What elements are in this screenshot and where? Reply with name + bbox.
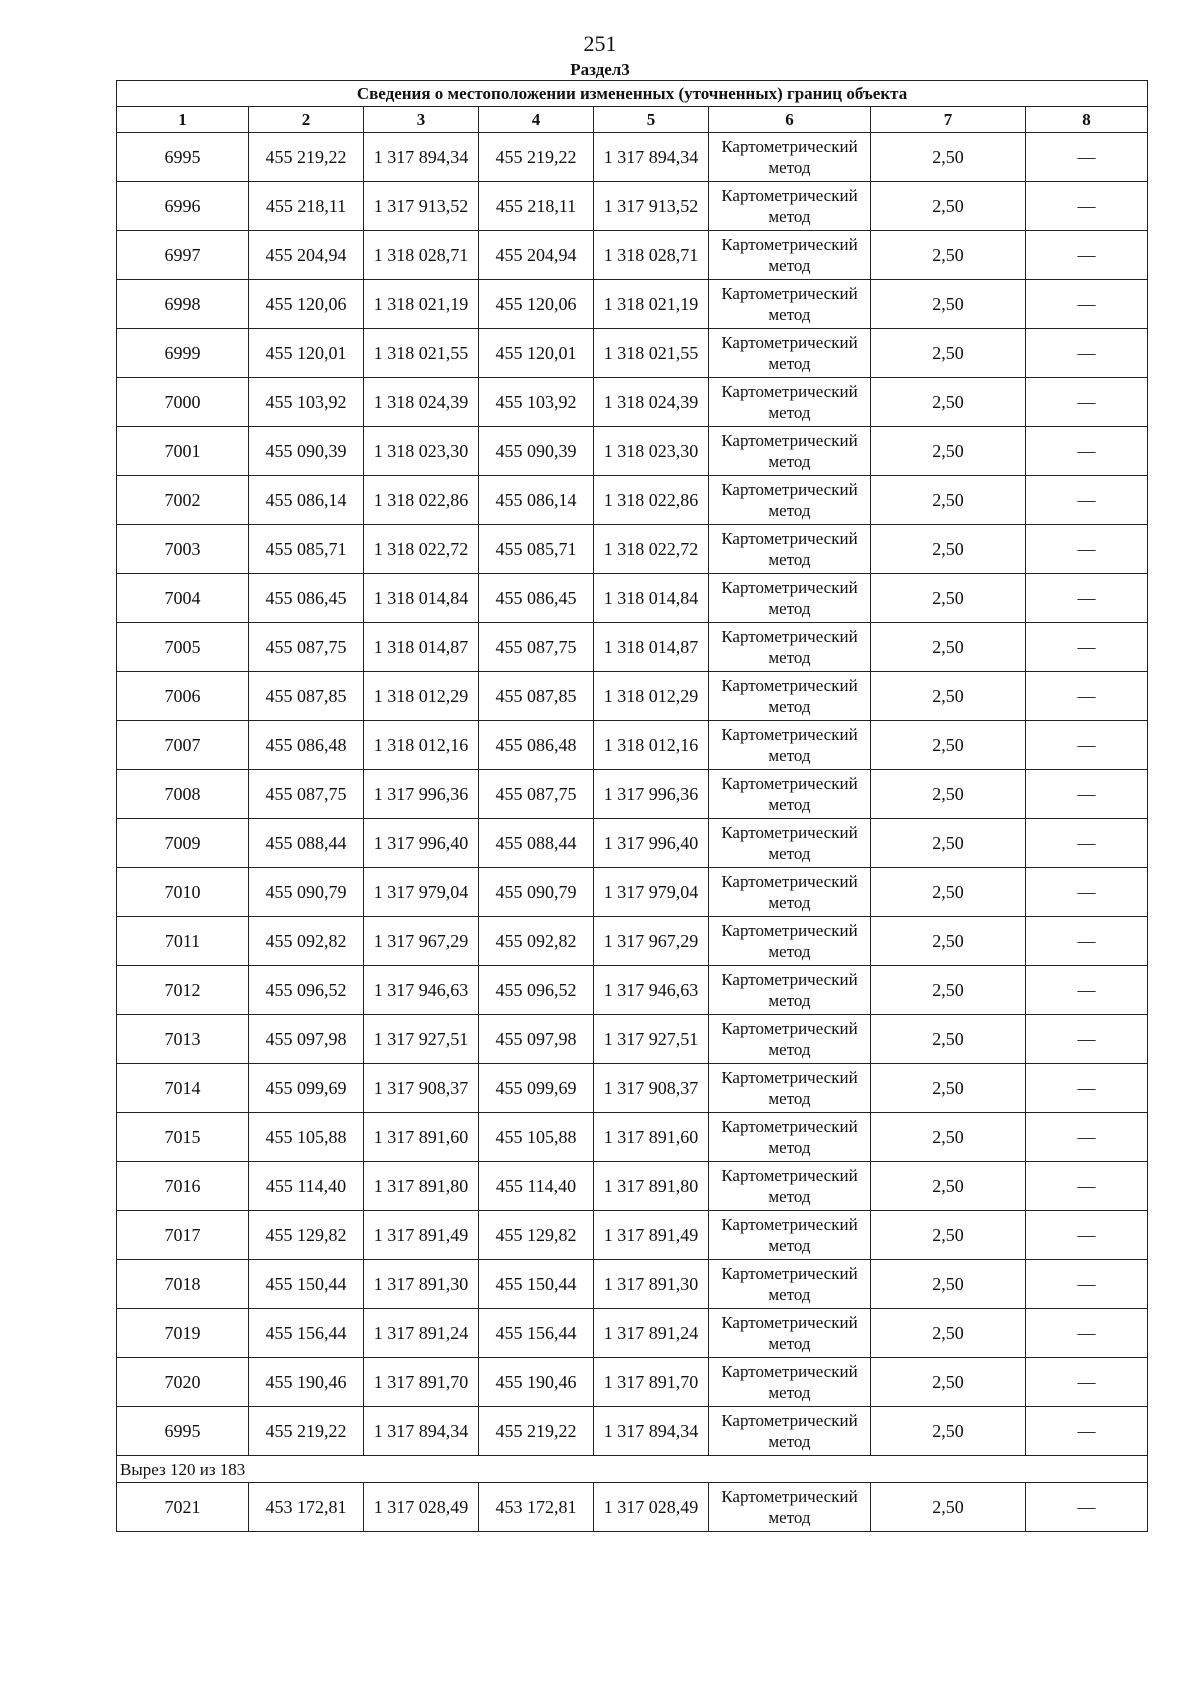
y-old-cell: 1 318 012,16 [364,721,479,770]
accuracy-cell: 2,50 [871,525,1026,574]
x-old-cell: 455 087,75 [249,623,364,672]
description-cell: — [1026,1162,1148,1211]
description-cell: — [1026,574,1148,623]
x-new-cell: 455 087,85 [479,672,594,721]
determination-method-cell: Картометрический метод [709,672,871,721]
determination-method-cell: Картометрический метод [709,868,871,917]
table-row [117,1309,1148,1358]
x-old-cell: 455 156,44 [249,1309,364,1358]
y-old-cell: 1 317 891,24 [364,1309,479,1358]
description-cell: — [1026,672,1148,721]
description-cell: — [1026,378,1148,427]
column-number: 1 [117,107,249,133]
point-number-cell: 7006 [117,672,249,721]
point-number-cell: 7000 [117,378,249,427]
x-new-cell: 455 086,45 [479,574,594,623]
x-old-cell: 455 097,98 [249,1015,364,1064]
x-new-cell: 455 087,75 [479,770,594,819]
accuracy-cell: 2,50 [871,280,1026,329]
x-old-cell: 455 096,52 [249,966,364,1015]
description-cell: — [1026,280,1148,329]
x-new-cell: 455 090,79 [479,868,594,917]
x-old-cell: 455 204,94 [249,231,364,280]
accuracy-cell: 2,50 [871,1015,1026,1064]
y-old-cell: 1 317 891,80 [364,1162,479,1211]
table-caption-row [117,81,1148,107]
point-number-cell: 7011 [117,917,249,966]
description-cell: — [1026,525,1148,574]
x-new-cell: 453 172,81 [479,1483,594,1532]
y-new-cell: 1 317 891,24 [594,1309,709,1358]
x-old-cell: 455 088,44 [249,819,364,868]
y-new-cell: 1 317 891,30 [594,1260,709,1309]
column-number: 2 [249,107,364,133]
determination-method-cell: Картометрический метод [709,623,871,672]
x-new-cell: 455 218,11 [479,182,594,231]
determination-method-cell: Картометрический метод [709,1015,871,1064]
y-new-cell: 1 318 024,39 [594,378,709,427]
y-old-cell: 1 318 022,86 [364,476,479,525]
y-new-cell: 1 318 021,55 [594,329,709,378]
x-new-cell: 455 103,92 [479,378,594,427]
y-old-cell: 1 317 891,60 [364,1113,479,1162]
description-cell: — [1026,819,1148,868]
x-new-cell: 455 190,46 [479,1358,594,1407]
y-old-cell: 1 318 022,72 [364,525,479,574]
x-old-cell: 455 105,88 [249,1113,364,1162]
y-new-cell: 1 317 891,49 [594,1211,709,1260]
point-number-cell: 7021 [117,1483,249,1532]
x-new-cell: 455 204,94 [479,231,594,280]
table-row [117,623,1148,672]
accuracy-cell: 2,50 [871,721,1026,770]
y-old-cell: 1 318 021,19 [364,280,479,329]
point-number-cell: 7020 [117,1358,249,1407]
x-old-cell: 455 219,22 [249,1407,364,1456]
y-new-cell: 1 317 891,60 [594,1113,709,1162]
table-row [117,1358,1148,1407]
determination-method-cell: Картометрический метод [709,1113,871,1162]
table-row [117,672,1148,721]
accuracy-cell: 2,50 [871,1309,1026,1358]
y-new-cell: 1 317 927,51 [594,1015,709,1064]
accuracy-cell: 2,50 [871,1064,1026,1113]
x-old-cell: 455 114,40 [249,1162,364,1211]
y-new-cell: 1 317 908,37 [594,1064,709,1113]
y-new-cell: 1 317 996,40 [594,819,709,868]
y-old-cell: 1 317 913,52 [364,182,479,231]
description-cell: — [1026,231,1148,280]
x-new-cell: 455 090,39 [479,427,594,476]
column-number: 3 [364,107,479,133]
determination-method-cell: Картометрический метод [709,476,871,525]
table-row [117,476,1148,525]
table-row [117,1113,1148,1162]
y-new-cell: 1 318 022,72 [594,525,709,574]
determination-method-cell: Картометрический метод [709,1407,871,1456]
point-number-cell: 7007 [117,721,249,770]
x-old-cell: 455 120,06 [249,280,364,329]
accuracy-cell: 2,50 [871,819,1026,868]
determination-method-cell: Картометрический метод [709,1211,871,1260]
x-new-cell: 455 096,52 [479,966,594,1015]
x-old-cell: 455 090,39 [249,427,364,476]
point-number-cell: 7010 [117,868,249,917]
point-number-cell: 7012 [117,966,249,1015]
determination-method-cell: Картометрический метод [709,966,871,1015]
point-number-cell: 7019 [117,1309,249,1358]
x-new-cell: 455 129,82 [479,1211,594,1260]
y-new-cell: 1 317 028,49 [594,1483,709,1532]
x-old-cell: 455 103,92 [249,378,364,427]
y-old-cell: 1 318 021,55 [364,329,479,378]
y-new-cell: 1 317 891,80 [594,1162,709,1211]
description-cell: — [1026,1309,1148,1358]
column-number: 8 [1026,107,1148,133]
accuracy-cell: 2,50 [871,231,1026,280]
description-cell: — [1026,427,1148,476]
description-cell: — [1026,917,1148,966]
accuracy-cell: 2,50 [871,770,1026,819]
determination-method-cell: Картометрический метод [709,1260,871,1309]
determination-method-cell: Картометрический метод [709,133,871,182]
y-new-cell: 1 318 023,30 [594,427,709,476]
x-new-cell: 455 088,44 [479,819,594,868]
y-old-cell: 1 317 996,40 [364,819,479,868]
table-row [117,427,1148,476]
determination-method-cell: Картометрический метод [709,427,871,476]
point-number-cell: 6995 [117,133,249,182]
determination-method-cell: Картометрический метод [709,525,871,574]
point-number-cell: 6996 [117,182,249,231]
y-new-cell: 1 317 894,34 [594,1407,709,1456]
section-title: Раздел3 [570,60,630,79]
determination-method-cell: Картометрический метод [709,721,871,770]
y-old-cell: 1 318 014,84 [364,574,479,623]
determination-method-cell: Картометрический метод [709,280,871,329]
point-number-cell: 6999 [117,329,249,378]
accuracy-cell: 2,50 [871,1407,1026,1456]
description-cell: — [1026,623,1148,672]
y-old-cell: 1 317 927,51 [364,1015,479,1064]
x-new-cell: 455 219,22 [479,1407,594,1456]
description-cell: — [1026,1407,1148,1456]
x-old-cell: 455 085,71 [249,525,364,574]
description-cell: — [1026,329,1148,378]
table-row [117,231,1148,280]
y-old-cell: 1 317 891,49 [364,1211,479,1260]
y-new-cell: 1 317 979,04 [594,868,709,917]
accuracy-cell: 2,50 [871,1211,1026,1260]
accuracy-cell: 2,50 [871,1260,1026,1309]
x-old-cell: 455 150,44 [249,1260,364,1309]
x-new-cell: 455 099,69 [479,1064,594,1113]
table-row [117,1211,1148,1260]
x-old-cell: 455 129,82 [249,1211,364,1260]
table-row [117,133,1148,182]
table-row [117,378,1148,427]
x-old-cell: 455 218,11 [249,182,364,231]
accuracy-cell: 2,50 [871,133,1026,182]
table-row [117,770,1148,819]
determination-method-cell: Картометрический метод [709,1309,871,1358]
x-new-cell: 455 092,82 [479,917,594,966]
point-number-cell: 7005 [117,623,249,672]
point-number-cell: 7002 [117,476,249,525]
point-number-cell: 7016 [117,1162,249,1211]
accuracy-cell: 2,50 [871,378,1026,427]
y-new-cell: 1 317 946,63 [594,966,709,1015]
determination-method-cell: Картометрический метод [709,182,871,231]
table-body [117,81,1148,1532]
y-new-cell: 1 318 012,29 [594,672,709,721]
y-old-cell: 1 318 014,87 [364,623,479,672]
y-old-cell: 1 318 012,29 [364,672,479,721]
point-number-cell: 7004 [117,574,249,623]
accuracy-cell: 2,50 [871,476,1026,525]
x-new-cell: 455 219,22 [479,133,594,182]
determination-method-cell: Картометрический метод [709,1162,871,1211]
y-new-cell: 1 318 014,87 [594,623,709,672]
table-row [117,182,1148,231]
y-new-cell: 1 318 021,19 [594,280,709,329]
table-row [117,1064,1148,1113]
point-number-cell: 6995 [117,1407,249,1456]
point-number-cell: 7001 [117,427,249,476]
point-number-cell: 7018 [117,1260,249,1309]
x-new-cell: 455 150,44 [479,1260,594,1309]
accuracy-cell: 2,50 [871,1358,1026,1407]
determination-method-cell: Картометрический метод [709,770,871,819]
column-number-row [117,107,1148,133]
y-new-cell: 1 318 012,16 [594,721,709,770]
y-old-cell: 1 317 996,36 [364,770,479,819]
point-number-cell: 7003 [117,525,249,574]
table-row [117,868,1148,917]
table-row [117,819,1148,868]
table-caption: Сведения о местоположении измененных (уточненных) границ объекта [117,81,1148,107]
determination-method-cell: Картометрический метод [709,378,871,427]
description-cell: — [1026,1483,1148,1532]
point-number-cell: 7014 [117,1064,249,1113]
y-new-cell: 1 317 891,70 [594,1358,709,1407]
determination-method-cell: Картометрический метод [709,1064,871,1113]
column-number: 6 [709,107,871,133]
x-new-cell: 455 120,06 [479,280,594,329]
column-number: 5 [594,107,709,133]
x-old-cell: 455 086,14 [249,476,364,525]
description-cell: — [1026,1015,1148,1064]
x-new-cell: 455 087,75 [479,623,594,672]
x-old-cell: 455 087,85 [249,672,364,721]
accuracy-cell: 2,50 [871,574,1026,623]
y-old-cell: 1 317 946,63 [364,966,479,1015]
y-new-cell: 1 317 913,52 [594,182,709,231]
determination-method-cell: Картометрический метод [709,329,871,378]
cutout-note: Вырез 120 из 183 [117,1456,1148,1483]
accuracy-cell: 2,50 [871,1483,1026,1532]
description-cell: — [1026,868,1148,917]
description-cell: — [1026,133,1148,182]
accuracy-cell: 2,50 [871,1162,1026,1211]
x-old-cell: 455 219,22 [249,133,364,182]
accuracy-cell: 2,50 [871,427,1026,476]
x-old-cell: 455 086,48 [249,721,364,770]
determination-method-cell: Картометрический метод [709,574,871,623]
table-row [117,1015,1148,1064]
point-number-cell: 7009 [117,819,249,868]
x-new-cell: 455 085,71 [479,525,594,574]
determination-method-cell: Картометрический метод [709,917,871,966]
y-old-cell: 1 318 024,39 [364,378,479,427]
accuracy-cell: 2,50 [871,329,1026,378]
x-new-cell: 455 105,88 [479,1113,594,1162]
description-cell: — [1026,1260,1148,1309]
description-cell: — [1026,966,1148,1015]
x-new-cell: 455 156,44 [479,1309,594,1358]
table-row [117,966,1148,1015]
y-new-cell: 1 318 028,71 [594,231,709,280]
x-old-cell: 453 172,81 [249,1483,364,1532]
y-old-cell: 1 317 028,49 [364,1483,479,1532]
point-number-cell: 7015 [117,1113,249,1162]
accuracy-cell: 2,50 [871,672,1026,721]
x-old-cell: 455 092,82 [249,917,364,966]
point-number-cell: 6998 [117,280,249,329]
x-old-cell: 455 090,79 [249,868,364,917]
accuracy-cell: 2,50 [871,917,1026,966]
x-new-cell: 455 097,98 [479,1015,594,1064]
description-cell: — [1026,476,1148,525]
page-number: 251 [583,31,617,56]
table-row [117,329,1148,378]
table-row [117,1162,1148,1211]
x-old-cell: 455 087,75 [249,770,364,819]
column-number: 4 [479,107,594,133]
description-cell: — [1026,1211,1148,1260]
table-row [117,1483,1148,1532]
accuracy-cell: 2,50 [871,966,1026,1015]
y-old-cell: 1 318 023,30 [364,427,479,476]
x-old-cell: 455 190,46 [249,1358,364,1407]
column-number: 7 [871,107,1026,133]
determination-method-cell: Картометрический метод [709,819,871,868]
y-old-cell: 1 317 891,70 [364,1358,479,1407]
y-old-cell: 1 318 028,71 [364,231,479,280]
table-row [117,721,1148,770]
x-old-cell: 455 099,69 [249,1064,364,1113]
description-cell: — [1026,1113,1148,1162]
y-old-cell: 1 317 967,29 [364,917,479,966]
point-number-cell: 6997 [117,231,249,280]
description-cell: — [1026,182,1148,231]
description-cell: — [1026,721,1148,770]
boundary-coordinates-table [116,80,1148,1532]
y-old-cell: 1 317 894,34 [364,133,479,182]
determination-method-cell: Картометрический метод [709,1483,871,1532]
accuracy-cell: 2,50 [871,1113,1026,1162]
x-new-cell: 455 086,48 [479,721,594,770]
y-new-cell: 1 317 894,34 [594,133,709,182]
table-row [117,1407,1148,1456]
y-old-cell: 1 317 979,04 [364,868,479,917]
x-old-cell: 455 086,45 [249,574,364,623]
accuracy-cell: 2,50 [871,623,1026,672]
description-cell: — [1026,770,1148,819]
determination-method-cell: Картометрический метод [709,1358,871,1407]
table-row [117,1260,1148,1309]
x-new-cell: 455 114,40 [479,1162,594,1211]
y-new-cell: 1 318 022,86 [594,476,709,525]
y-old-cell: 1 317 891,30 [364,1260,479,1309]
point-number-cell: 7013 [117,1015,249,1064]
cutout-note-row [117,1456,1148,1483]
table-row [117,574,1148,623]
y-new-cell: 1 317 967,29 [594,917,709,966]
y-old-cell: 1 317 894,34 [364,1407,479,1456]
y-new-cell: 1 318 014,84 [594,574,709,623]
description-cell: — [1026,1358,1148,1407]
x-new-cell: 455 086,14 [479,476,594,525]
accuracy-cell: 2,50 [871,182,1026,231]
point-number-cell: 7017 [117,1211,249,1260]
x-new-cell: 455 120,01 [479,329,594,378]
point-number-cell: 7008 [117,770,249,819]
y-old-cell: 1 317 908,37 [364,1064,479,1113]
table-row [117,280,1148,329]
y-new-cell: 1 317 996,36 [594,770,709,819]
x-old-cell: 455 120,01 [249,329,364,378]
determination-method-cell: Картометрический метод [709,231,871,280]
description-cell: — [1026,1064,1148,1113]
table-row [117,525,1148,574]
accuracy-cell: 2,50 [871,868,1026,917]
table-row [117,917,1148,966]
